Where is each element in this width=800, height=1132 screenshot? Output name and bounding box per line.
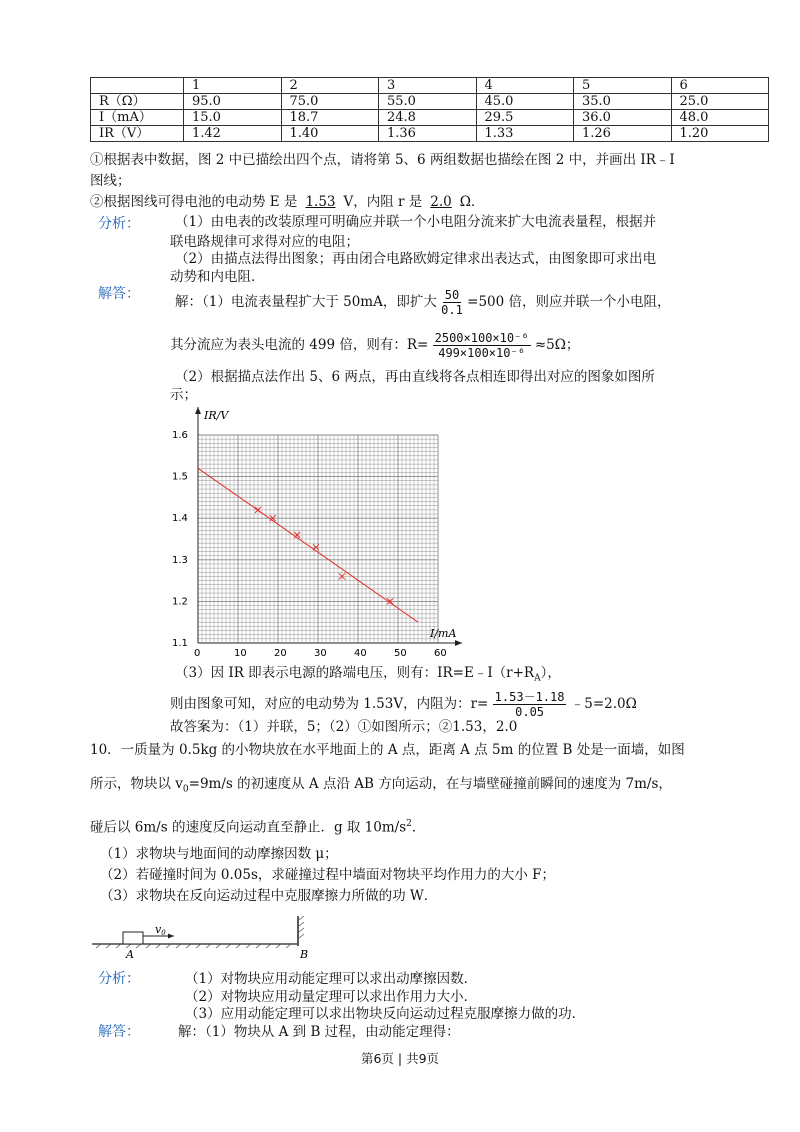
text-span: Ω． [459, 194, 485, 210]
text-span: ． [411, 819, 426, 836]
table-cell: I（mA） [91, 110, 184, 126]
table-cell: 45.0 [476, 94, 574, 110]
question-text: 图线； [90, 173, 131, 189]
text-span: 其分流应为表头电流的 499 倍，则有：R= [170, 337, 429, 353]
text-span: 解：（1）电流表量程扩大于 50mA，即扩大 [175, 294, 437, 310]
sub-question: （1）求物块与地面间的动摩擦因数 μ； [100, 846, 338, 862]
analysis-text: 联电路规律可求得对应的电阻； [170, 234, 359, 250]
analysis-text: 动势和内电阻． [170, 269, 265, 285]
question-text [90, 775, 672, 799]
question-text [90, 193, 484, 211]
table-cell: 1.42 [184, 126, 282, 142]
subscript: A [534, 673, 541, 684]
text-span: =9m/s 的初速度从 A 点沿 AB 方向运动，在与墙壁碰撞前瞬间的速度为 7m/s， [188, 776, 672, 792]
sub-question: （2）若碰撞时间为 0.05s，求碰撞过程中墙面对物块平均作用力的大小 F； [100, 867, 556, 883]
table-cell: 48.0 [671, 110, 769, 126]
text-span: =500 倍，则应并联一个小电阻， [467, 294, 671, 310]
text-span: ）， [540, 665, 561, 681]
table-cell: 6 [671, 78, 769, 94]
analysis-label: 分析： [98, 216, 140, 232]
fraction [433, 331, 531, 360]
answer-blank-emf: 1.53 [305, 194, 336, 210]
answer-label: 解答： [98, 1024, 140, 1040]
fit-line [198, 468, 418, 622]
block-wall-figure [92, 912, 317, 962]
page-footer: 第6页 | 共9页 [360, 1051, 440, 1066]
fraction-denominator: 0.1 [441, 303, 463, 317]
table-row [91, 110, 769, 126]
answer-label: 解答： [98, 286, 140, 302]
text-span: 则由图象可知，对应的电动势为 1.53V，内阻为：r= [170, 696, 489, 712]
fraction-denominator: 499×100×10⁻⁶ [438, 346, 525, 360]
table-header-row [91, 78, 769, 94]
x-axis-label: I/mA [430, 627, 457, 640]
y-tick-label: 1.6 [172, 430, 188, 441]
point-a-label: A [126, 948, 134, 961]
x-axis-arrow [455, 640, 462, 646]
analysis-text: （2）对物块应用动量定理可以求出作用力大小． [185, 989, 478, 1005]
table-cell: 95.0 [184, 94, 282, 110]
x-tick-label: 30 [314, 648, 327, 659]
question-text [90, 815, 425, 837]
text-span: ≈5Ω； [534, 337, 580, 353]
table-row [91, 126, 769, 142]
y-axis-label: IR/V [204, 409, 229, 422]
ground-hatch [92, 944, 297, 948]
answer-text: （2）根据描点法作出 5、6 两点，再由直线将各点相连即得出对应的图象如图所 [175, 369, 655, 385]
question-text: ①根据表中数据，图 2 中已描绘出四个点，请将第 5、6 两组数据也描绘在图 2 中，并画出 IR﹣I [90, 152, 675, 168]
answer-text [175, 288, 671, 317]
wall [298, 916, 304, 946]
table-cell: 1 [184, 78, 282, 94]
text-span: （3）因 IR 即表示电源的路端电压，则有：IR=E﹣I（r+R [175, 665, 535, 681]
analysis-text: （1）由电表的改装原理可明确应并联一个小电阻分流来扩大电流表量程，根据并 [175, 214, 657, 230]
block [123, 932, 143, 944]
table-cell: 29.5 [476, 110, 574, 126]
fraction [493, 690, 567, 719]
table-cell: 3 [379, 78, 477, 94]
x-tick-label: 0 [194, 648, 201, 659]
x-tick-label: 50 [394, 648, 407, 659]
sub-question: （3）求物块在反向运动过程中克服摩擦力所做的功 W． [100, 888, 438, 904]
table-cell: 4 [476, 78, 574, 94]
table-cell: 2 [281, 78, 379, 94]
text-span: 碰后以 6m/s 的速度反向运动直至静止．g 取 10m/s [90, 819, 407, 836]
text-span: V，内阻 r 是 [343, 194, 423, 210]
x-tick-label: 60 [434, 648, 447, 659]
question-text: 10．一质量为 0.5kg 的小物块放在水平地面上的 A 点，距离 A 点 5m 的位置 B 处是一面墙，如图 [90, 742, 685, 758]
table-cell: 5 [574, 78, 672, 94]
table-cell: 35.0 [574, 94, 672, 110]
table-cell: 55.0 [379, 94, 477, 110]
table-cell: 1.36 [379, 126, 477, 142]
answer-text [170, 331, 579, 360]
answer-text: 解：（1）物块从 A 到 B 过程，由动能定理得： [178, 1024, 460, 1040]
table-row [91, 94, 769, 110]
y-tick-label: 1.1 [172, 638, 188, 649]
y-tick-label: 1.3 [172, 554, 188, 566]
text-span: ②根据图线可得电池的电动势 E 是 [90, 194, 298, 210]
table-cell: 36.0 [574, 110, 672, 126]
table-cell: 1.33 [476, 126, 574, 142]
subscript: 0 [182, 784, 189, 795]
y-tick-label: 1.5 [172, 471, 188, 483]
table-cell: 25.0 [671, 94, 769, 110]
answer-text [175, 664, 561, 688]
ir-i-chart [160, 395, 480, 660]
answer-text: 示； [170, 387, 197, 403]
answer-blank-r: 2.0 [430, 194, 452, 210]
arrow-head [168, 934, 174, 939]
table-cell: 75.0 [281, 94, 379, 110]
point-b-label: B [300, 948, 309, 961]
data-table [90, 77, 769, 142]
analysis-text: （1）对物块应用动能定理可以求出动摩擦因数． [185, 971, 478, 987]
table-cell: IR（V） [91, 126, 184, 142]
text-span: ﹣5=2.0Ω [570, 696, 637, 712]
table-cell: 18.7 [281, 110, 379, 126]
y-tick-label: 1.4 [172, 513, 188, 525]
y-axis-arrow [195, 407, 201, 414]
table-cell: 24.8 [379, 110, 477, 126]
table-cell: 1.40 [281, 126, 379, 142]
analysis-text: （3）应用动能定理可以求出物块反向运动过程克服摩擦力做的功． [185, 1006, 586, 1022]
velocity-label: v0 [155, 923, 166, 937]
analysis-text: （2）由描点法得出图象；再由闭合电路欧姆定律求出表达式，由图象即可求出电 [175, 251, 657, 267]
fraction [441, 288, 463, 317]
superscript: 2 [406, 819, 412, 829]
fraction-numerator: 1.53－1.18 [494, 690, 565, 704]
table-cell: 15.0 [184, 110, 282, 126]
table-cell [91, 78, 184, 94]
x-tick-label: 10 [234, 648, 247, 659]
text-span: 所示，物块以 v [90, 776, 183, 792]
answer-text: 故答案为：（1）并联，5；（2）①如图所示；②1.53，2.0 [170, 719, 518, 735]
table-cell: 1.20 [671, 126, 769, 142]
y-tick-label: 1.2 [172, 596, 188, 608]
answer-text [170, 690, 637, 719]
fraction-numerator: 50 [444, 288, 460, 302]
x-tick-label: 20 [274, 648, 287, 659]
table-cell: R（Ω） [91, 94, 184, 110]
fraction-numerator: 2500×100×10⁻⁶ [434, 331, 529, 345]
x-tick-label: 40 [354, 648, 367, 659]
fraction-denominator: 0.05 [515, 705, 545, 719]
table-cell: 1.26 [574, 126, 672, 142]
analysis-label: 分析： [98, 971, 140, 987]
